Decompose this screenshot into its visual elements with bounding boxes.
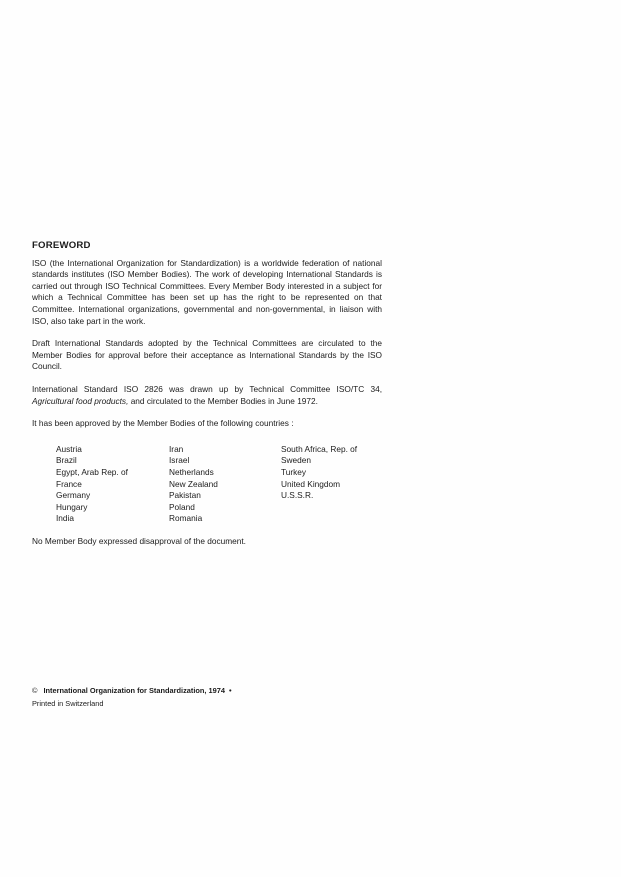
country-item: United Kingdom [281, 478, 341, 489]
country-item: Egypt, Arab Rep. of [56, 466, 128, 477]
foreword-paragraph-standard [32, 384, 382, 407]
foreword-paragraph-iso: ISO (the International Organization for Standardization) is a worldwide federation of national standards institutes (ISO Member Bodies). The work of developing International Standards is carried out through ISO Technical Committees. Every Member Body interested in a subject for which a Technical Committee has been set up has the right to be represented on that Committee. International organizations, governmental and non-governmental, in liaison with ISO, also take part in the work. [32, 257, 382, 326]
standard-text-end: and circulated to the Member Bodies in June 1972. [128, 395, 318, 406]
countries-column-2 [169, 444, 281, 525]
foreword-heading: FOREWORD [32, 240, 91, 251]
copyright-line [32, 684, 232, 697]
country-item: Romania [169, 513, 203, 524]
country-item: South Africa, Rep. of [281, 443, 358, 454]
foreword-section [32, 240, 382, 558]
foreword-paragraph-approval: It has been approved by the Member Bodies of the following countries : [32, 418, 294, 429]
country-item: Germany [56, 490, 91, 501]
bullet-mark: • [228, 686, 232, 695]
country-item: Brazil [56, 455, 77, 466]
country-item: Sweden [281, 455, 311, 466]
foreword-paragraph-drafts: Draft International Standards adopted by the Technical Committees are circulated to the Member Bodies for approval before their acceptance as International Standards by the ISO Council. [32, 338, 382, 372]
country-item: India [56, 513, 74, 524]
country-item: New Zealand [169, 478, 218, 489]
country-item: Hungary [56, 501, 88, 512]
standard-text-start: International Standard ISO 2826 was drawn up by Technical Committee ISO/TC 34, [32, 383, 382, 394]
countries-column-3 [281, 444, 386, 525]
committee-title: Agricultural food products, [32, 395, 129, 406]
copyright-text: International Organization for Standardization, 1974 [43, 686, 225, 695]
printed-location: Printed in Switzerland [32, 699, 104, 708]
country-item: Israel [169, 455, 190, 466]
foreword-paragraph-disapproval: No Member Body expressed disapproval of the document. [32, 535, 246, 546]
country-item: France [56, 478, 82, 489]
countries-list [56, 444, 386, 525]
country-item: Pakistan [169, 490, 201, 501]
page-footer [32, 684, 232, 710]
countries-column-1 [56, 444, 169, 525]
copyright-symbol: © [32, 686, 38, 695]
country-item: Austria [56, 443, 82, 454]
country-item: Poland [169, 501, 195, 512]
country-item: U.S.S.R. [281, 490, 314, 501]
country-item: Netherlands [169, 466, 214, 477]
country-item: Turkey [281, 466, 307, 477]
country-item: Iran [169, 443, 184, 454]
